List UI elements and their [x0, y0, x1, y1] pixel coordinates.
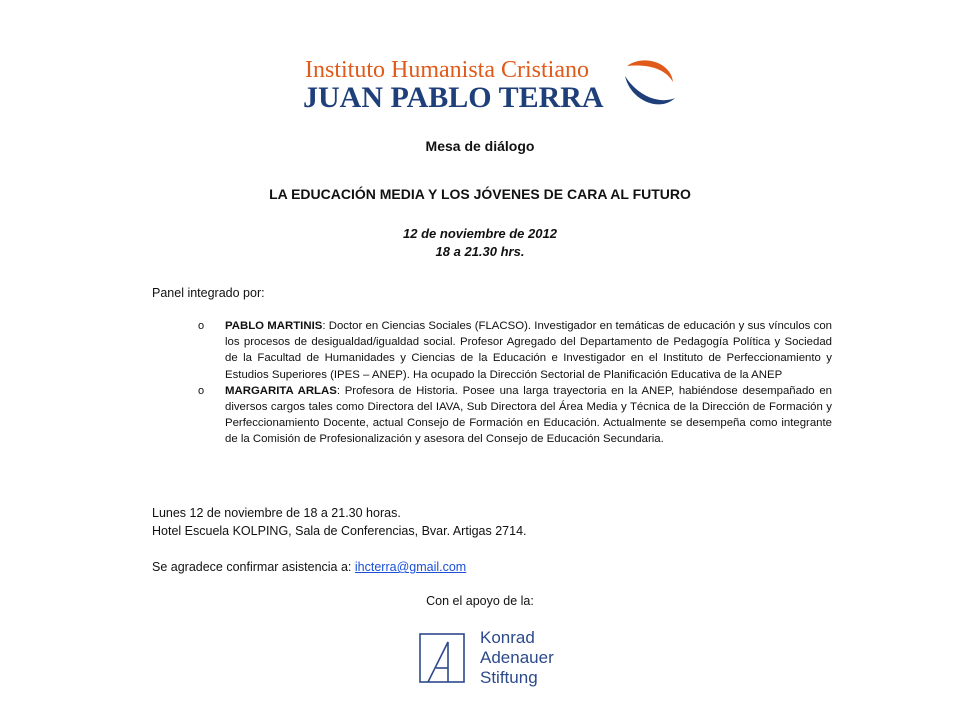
event-venue-line: Hotel Escuela KOLPING, Sala de Conferencias, Bvar. Artigas 2714. [152, 524, 527, 538]
kas-emblem-icon [418, 630, 474, 686]
event-date: 12 de noviembre de 2012 [403, 226, 557, 241]
event-title: LA EDUCACIÓN MEDIA Y LOS JÓVENES DE CARA AL FUTURO [269, 186, 691, 202]
support-label: Con el apoyo de la: [426, 594, 534, 608]
bullet-marker-icon: o [198, 320, 205, 332]
logo-line-1: Instituto Humanista Cristiano [305, 57, 589, 83]
panel-intro: Panel integrado por: [152, 286, 265, 300]
event-type: Mesa de diálogo [425, 138, 535, 154]
event-schedule-line: Lunes 12 de noviembre de 18 a 21.30 horas. [152, 506, 401, 520]
logo-swoosh-icon [621, 58, 677, 112]
rsvp-email-link[interactable]: ihcterra@gmail.com [354, 560, 467, 574]
logo-line-2: JUAN PABLO TERRA [303, 81, 604, 114]
panel-member-martinis [198, 318, 832, 383]
kas-word-1: Konrad [480, 628, 535, 647]
panel-member-bio: : Profesora de Historia. Posee una larga trayectoria en la ANEP, habiéndose desempañado en diversos cargos tales como Directora del IAVA, Sub Directora del Área Media y Técnica de la Dirección de Formación y Perfeccionamiento Docente, actual Consejo de Formación en Educación. Actualmente se desempeña como integrante de la Comisión de Profesionalización y asesora del Consejo de Educación Secundaria. [225, 384, 832, 446]
event-time: 18 a 21.30 hrs. [435, 244, 525, 259]
kas-logo [418, 626, 578, 690]
panel-member-name: MARGARITA ARLAS [225, 384, 337, 397]
rsvp-label: Se agradece confirmar asistencia a: [152, 560, 355, 574]
ihc-logo [303, 56, 683, 116]
panel-member-name: PABLO MARTINIS [225, 320, 323, 332]
panel-member-list [198, 318, 832, 448]
kas-word-2: Adenauer [480, 648, 554, 667]
bullet-marker-icon: o [198, 384, 205, 397]
rsvp-line [152, 558, 466, 576]
panel-member-bio: : Doctor en Ciencias Sociales (FLACSO). Investigador en temáticas de educación y sus vínculos con los procesos de desigualdad/igualdad social. Profesor Agregado del Departamento de Pedagogía Política y Sociedad de la Facultad de Humanidades y Ciencias de la Educación e Investigador en el Instituto de Perfeccionamiento y Estudios Superiores (IPES – ANEP). Ha ocupado la Dirección Sectorial de Planificación Educativa de la ANEP [225, 320, 832, 381]
kas-word-3: Stiftung [480, 668, 538, 687]
panel-member-arlas [198, 383, 832, 448]
